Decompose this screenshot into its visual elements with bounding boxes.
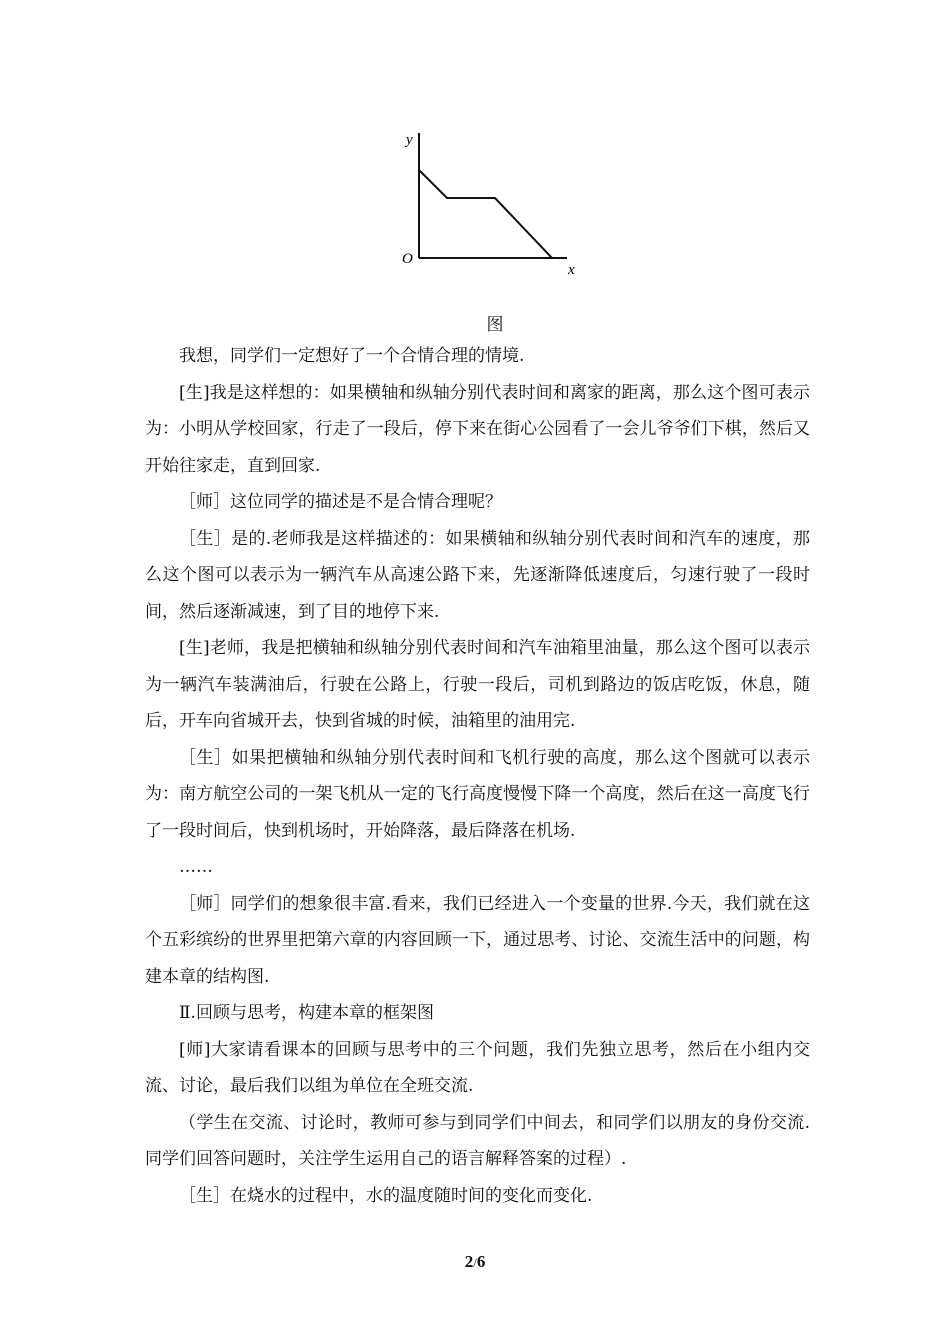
paragraph: ［生］在烧水的过程中，水的温度随时间的变化而变化. <box>179 1185 593 1206</box>
document-body <box>145 338 810 1214</box>
paragraph: 我想，同学们一定想好了一个合情合理的情境. <box>179 346 525 366</box>
graph-svg <box>395 125 595 280</box>
graph-line <box>419 170 552 258</box>
figure-caption: 图 <box>486 315 504 335</box>
paragraph: ［师］这位同学的描述是不是合情合理呢？ <box>179 492 502 512</box>
page-separator: / <box>473 1255 477 1270</box>
paragraph: ［生］如果把横轴和纵轴分别代表时间和飞机行驶的高度，那么这个图就可以表示为：南方航空公司的一架飞机从一定的飞行高度慢慢下降一个高度，然后在这一高度飞行了一段时间后，快到机场时，开始降落，最后降落在机场. <box>145 747 810 841</box>
paragraph: ［生］是的.老师我是这样描述的：如果横轴和纵轴分别代表时间和汽车的速度，那么这个图可以表示为一辆汽车从高速公路下来，先逐渐降低速度后，匀速行驶了一段时间，然后逐渐减速，到了目的地停下来. <box>145 528 810 622</box>
paragraph-ellipsis: …… <box>179 857 213 877</box>
paragraph: [生]我是这样想的：如果横轴和纵轴分别代表时间和离家的距离，那么这个图可表示为：小明从学校回家，行走了一段后，停下来在街心公园看了一会儿爷爷们下棋，然后又开始往家走，直到回家. <box>145 382 810 476</box>
paragraph: [生]老师，我是把横轴和纵轴分别代表时间和汽车油箱里油量，那么这个图可以表示为一辆汽车装满油后，行驶在公路上，行驶一段后，司机到路边的饭店吃饭，休息，随后，开车向省城开去，快到省城的时候，油箱里的油用完. <box>145 638 810 731</box>
current-page: 2 <box>464 1252 474 1271</box>
total-pages: 6 <box>476 1252 486 1271</box>
x-axis-label: x <box>568 262 575 278</box>
y-axis-label: y <box>406 132 413 148</box>
page-number <box>0 1252 950 1272</box>
paragraph: [师]大家请看课本的回顾与思考中的三个问题，我们先独立思考，然后在小组内交流、讨论，最后我们以组为单位在全班交流. <box>145 1039 810 1096</box>
origin-label: O <box>402 251 413 267</box>
paragraph: （学生在交流、讨论时，教师可参与到同学们中间去，和同学们以朋友的身份交流.同学们回答问题时，关注学生运用自己的语言解释答案的过程）. <box>145 1112 810 1169</box>
paragraph: ［师］同学们的想象很丰富.看来，我们已经进入一个变量的世界.今天，我们就在这个五彩缤纷的世界里把第六章的内容回顾一下，通过思考、讨论、交流生活中的问题，构建本章的结构图. <box>145 893 810 987</box>
section-heading: Ⅱ.回顾与思考，构建本章的框架图 <box>179 1003 434 1023</box>
function-graph <box>395 125 595 280</box>
